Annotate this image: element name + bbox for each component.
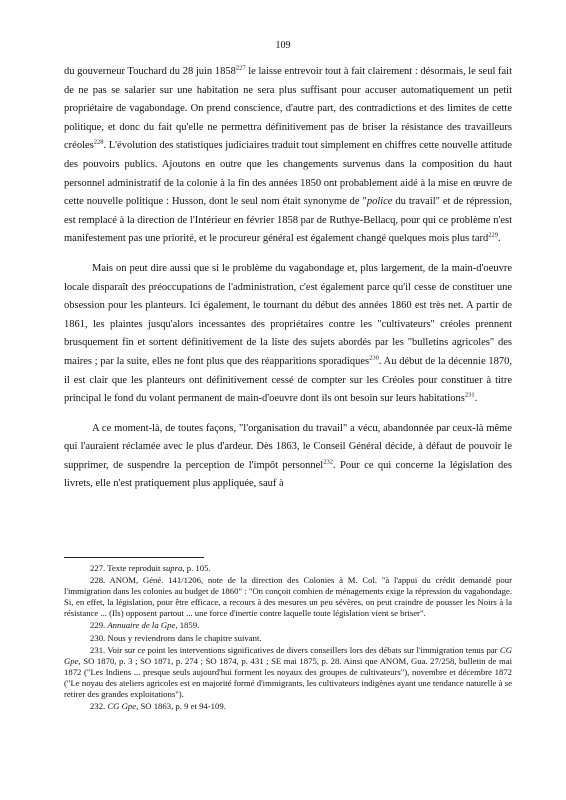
footnote-229: 229. Annuaire de la Gpe, 1859. bbox=[90, 620, 200, 631]
footnote-230: 230. Nous y reviendrons dans le chapitre suivant. bbox=[90, 632, 262, 643]
footnote-ref-227[interactable]: 227 bbox=[235, 64, 246, 72]
footnote-ref-231[interactable]: 231 bbox=[464, 391, 475, 399]
footnote-228: 228. ANOM, Géné. 141/1206, note de la direction des Colonies à M. Col. "à l'appui du crédit demandé pour l'immigration dans les colonies au budget de 1860" : "On conçoit combien de ménagements exige la répression du vagabondage. Si, en effet, la législation, pour être efficace, a recours à des mesures un peu sévères, on peut craindre de pousser les Noirs à la résistance ... (Ils) opposent partout ... une force d'inertie contre laquelle toute législation vient se briser". bbox=[64, 575, 512, 619]
footnote-232: 232. CG Gpe, SO 1863, p. 9 et 94-109. bbox=[90, 701, 226, 712]
footnote-227: 227. Texte reproduit supra, p. 105. bbox=[90, 563, 211, 573]
paragraph-3: A ce moment-là, de toutes façons, "l'organisation du travail" a vécu, abandonnée par ceux-là même qui l'auraient réclamée avec le plus d'ardeur. Dès 1863, le Conseil Général décide, à défaut de pouvoir le supprimer, de suspendre la perception de l'impôt personnel$^{232}$. Pour ce qui concerne la législation des livrets, elle n'est pratiquement plus appliquée, sauf à bbox=[64, 422, 512, 490]
paragraph-1: du gouverneur Touchard du 28 juin 1858$^{227}$ le laisse entrevoir tout à fait clairement : désormais, le seul fait de ne pas se salarier sur une habitation ne sera plus suffisant pour accuser automatiquement un petit propriétaire de vagabondage. On prend conscience, d'autre part, des contradictions et des limites de cette politique, et donc du fait qu'elle ne permettra définitivement pas de briser la résistance des travailleurs créoles$^{228}$. L'évolution des statistiques judiciaires traduit tout simplement en chiffres cette nouvelle attitude des pouvoirs publics. Ajoutons en outre que les changements survenus dans la composition du haut personnel administratif de la colonie à la fin des années 1850 ont probablement aidé à la mise en œuvre de cette nouvelle politique : Husson, dont le seul nom était synonyme de "police du travail" et de répression, est remplacé à la direction de l'Intérieur en février 1858 par de Ruthye-Bellacq, pour qui ce problème n'est manifestement pas une priorité, et le procureur général est également changé quelques mois plus tard$^{229}$. bbox=[64, 64, 513, 245]
footnote-ref-229[interactable]: 229 bbox=[488, 231, 498, 239]
footnotes bbox=[64, 563, 512, 712]
footnote-231: 231. Voir sur ce point les interventions significatives de divers conseillers lors des débats sur l'immigration tenus par CG Gpe, SO 1870, p. 3 ; SO 1871, p. 274 ; SO 1874, p. 431 ; SE mai 1875, p. 28. Ainsi que ANOM, Gua. 27/258, bulletin de mai 1872 ("Les Indiens ... presque seuls aujourd'hui forment les noyaux des groupes de cultivateurs"), novembre et décembre 1872 ("Le noyau des ateliers agricoles est en majorité formé d'immigrants, les cultivateurs indigènes ayant une tendance naturelle à se retirer des grandes exploitations"). bbox=[64, 644, 512, 700]
page-number: 109 bbox=[275, 40, 291, 51]
paragraph-2: Mais on peut dire aussi que si le problème du vagabondage et, plus largement, de la main-d'oeuvre locale disparaît des préoccupations de l'administration, c'est également parce qu'il cesse de constituer une obsession pour les planteurs. Ici également, le tournant du début des années 1860 est très net. A partir de 1861, les plaintes jusqu'alors incessantes des propriétaires contre les "cultivateurs" créoles prennent brusquement fin et sortent définitivement de la liste des sujets abordés par les "bulletins agricoles" des maires ; par la suite, elles ne font plus que des réapparitions sporadiques$^{230}$. Au début de la décennie 1870, il est clair que les planteurs ont définitivement cessé de compter sur les Créoles pour constituer à titre principal le fond du volant permanent de main-d'oeuvre dont ils ont besoin sur leurs habitations$^{231}$. bbox=[64, 262, 512, 405]
footnote-ref-230[interactable]: 230 bbox=[369, 354, 379, 362]
footnote-ref-228[interactable]: 228 bbox=[93, 138, 104, 146]
body-text bbox=[64, 63, 512, 505]
footnote-ref-232[interactable]: 232 bbox=[323, 458, 333, 466]
footnote-separator bbox=[64, 557, 204, 558]
